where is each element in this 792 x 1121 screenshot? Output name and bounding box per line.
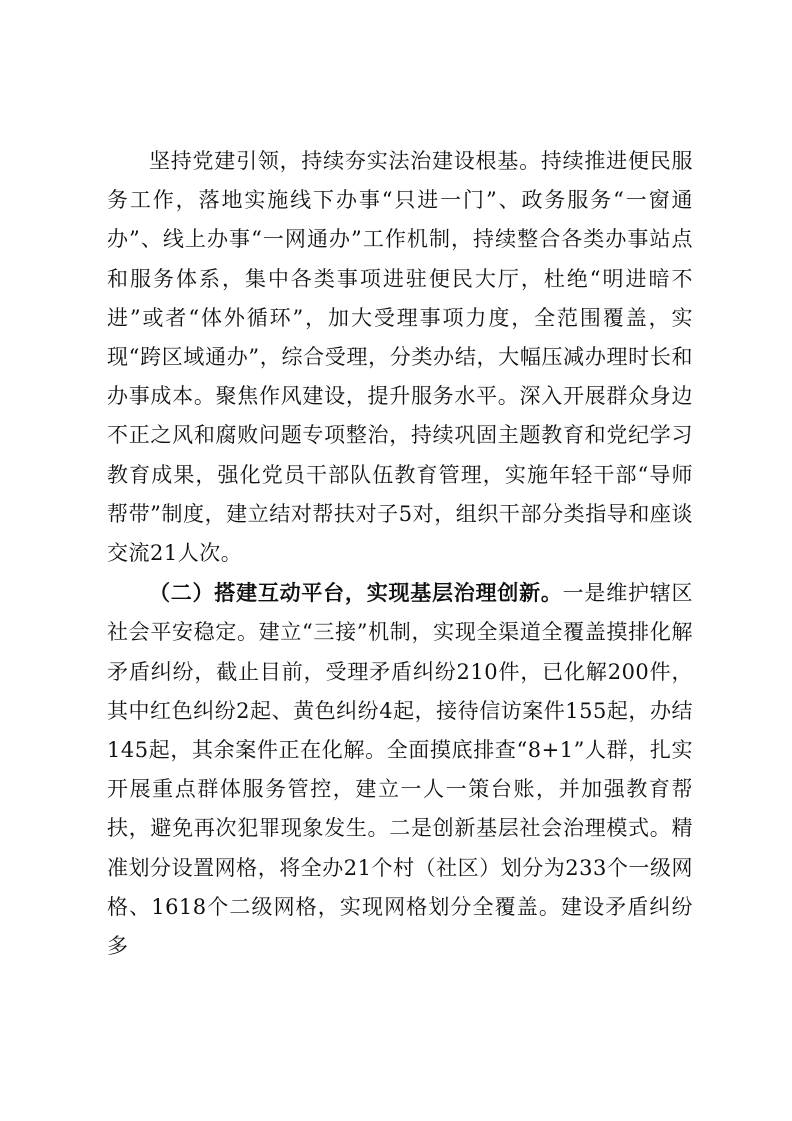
section-heading: （二）搭建互动平台，实现基层治理创新。 bbox=[149, 580, 563, 606]
paragraph-interactive-platform bbox=[107, 573, 693, 966]
document-body bbox=[107, 142, 693, 966]
section-body: 一是维护辖区社会平安稳定。建立“三接”机制，实现全渠道全覆盖摸排化解矛盾纠纷，截止目前，受理矛盾纠纷210件，已化解200件，其中红色纠纷2起、黄色纠纷4起，接待信访案件155起，办结145起，其余案件正在化解。全面摸底排查“8+1”人群，扎实开展重点群体服务管控，建立一人一策台账，并加强教育帮扶，避免再次犯罪现象发生。二是创新基层社会治理模式。精准划分设置网格，将全办21个村（社区）划分为233个一级网格、1618个二级网格，实现网格划分全覆盖。建设矛盾纠纷多 bbox=[107, 581, 694, 959]
paragraph-party-building: 坚持党建引领，持续夯实法治建设根基。持续推进便民服务工作，落地实施线下办事“只进一门”、政务服务“一窗通办”、线上办事“一网通办”工作机制，持续整合各类办事站点和服务体系，集中各类事项进驻便民大厅，杜绝“明进暗不进”或者“体外循环”，加大受理事项力度，全范围覆盖，实现“跨区域通办”，综合受理，分类办结，大幅压减办理时长和办事成本。聚焦作风建设，提升服务水平。深入开展群众身边不正之风和腐败问题专项整治，持续巩固主题教育和党纪学习教育成果，强化党员干部队伍教育管理，实施年轻干部“导师帮带”制度，建立结对帮扶对子5对，组织干部分类指导和座谈交流21人次。 bbox=[107, 149, 693, 566]
